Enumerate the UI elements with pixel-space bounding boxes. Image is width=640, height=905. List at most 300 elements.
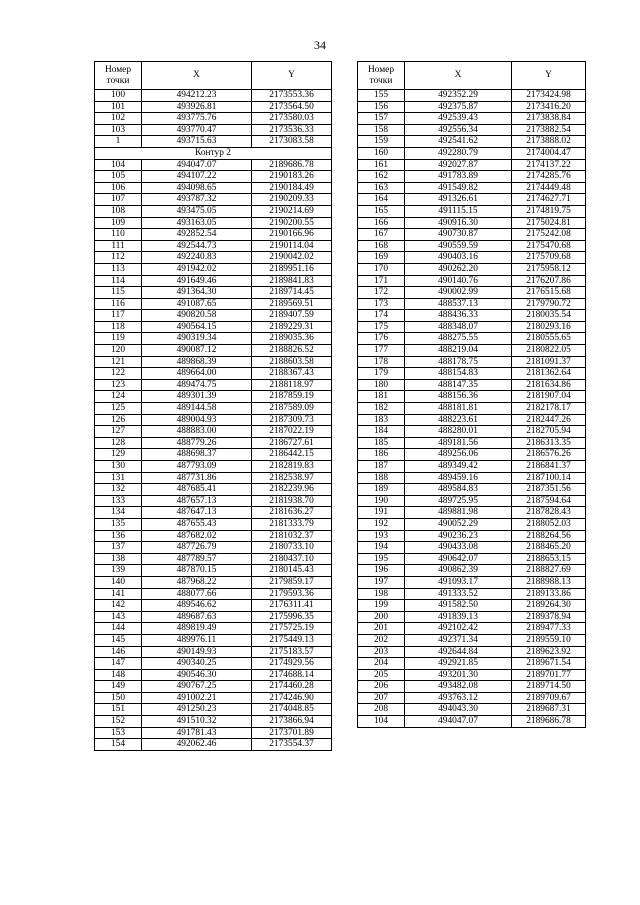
cell-y: 2189569.51 [252,298,332,310]
cell-y: 2179593.36 [252,588,332,600]
table-row [358,136,586,148]
table-row [95,205,332,217]
cell-x: 493475.05 [142,205,252,217]
cell-point-number: 133 [95,495,142,507]
table-row [358,356,586,368]
table-row [358,634,586,646]
cell-x: 487789.57 [142,553,252,565]
cell-x: 494043.30 [405,704,512,716]
cell-point-number: 119 [95,333,142,345]
cell-point-number: 102 [95,113,142,125]
table-row [95,518,332,530]
table-row [95,298,332,310]
table-row [95,658,332,670]
cell-x: 490820.58 [142,310,252,322]
cell-x: 491250.23 [142,704,252,716]
cell-y: 2174285.76 [512,171,586,183]
cell-x: 491510.32 [142,716,252,728]
cell-y: 2182447.26 [512,414,586,426]
cell-x: 490642.07 [405,553,512,565]
cell-point-number: 143 [95,611,142,623]
table-header-row [95,62,332,90]
cell-x: 489301.39 [142,391,252,403]
cell-x: 489725.95 [405,495,512,507]
cell-y: 2189229.31 [252,321,332,333]
table-row [358,414,586,426]
cell-x: 492102.42 [405,623,512,635]
cell-y: 2189714.45 [252,287,332,299]
cell-x: 490236.23 [405,530,512,542]
table-row [358,147,586,159]
cell-point-number: 171 [358,275,405,287]
cell-x: 488275.55 [405,333,512,345]
table-row [358,182,586,194]
cell-y: 2176311.41 [252,600,332,612]
table-row [358,171,586,183]
cell-point-number: 191 [358,507,405,519]
cell-point-number: 162 [358,171,405,183]
cell-point-number: 1 [95,136,142,148]
cell-x: 494107.22 [142,171,252,183]
table-row [358,542,586,554]
table-row [358,461,586,473]
cell-x: 493163.05 [142,217,252,229]
header-point-number: Номер точки [358,62,405,90]
cell-point-number: 198 [358,588,405,600]
cell-x: 488178.75 [405,356,512,368]
cell-point-number: 173 [358,298,405,310]
table-row [95,484,332,496]
cell-y: 2187589.09 [252,403,332,415]
cell-y: 2175996.35 [252,611,332,623]
table-row [358,252,586,264]
cell-x: 488181.81 [405,403,512,415]
cell-point-number: 196 [358,565,405,577]
table-row [358,403,586,415]
cell-y: 2175242.08 [512,229,586,241]
cell-point-number: 186 [358,449,405,461]
cell-y: 2173416.20 [512,101,586,113]
header-x: X [405,62,512,90]
cell-y: 2173536.33 [252,124,332,136]
cell-x: 491326.61 [405,194,512,206]
cell-point-number: 165 [358,205,405,217]
cell-y: 2189951.16 [252,263,332,275]
cell-point-number: 150 [95,692,142,704]
cell-x: 487731.86 [142,472,252,484]
cell-y: 2180733.10 [252,542,332,554]
cell-x: 488883.00 [142,426,252,438]
table-row [358,217,586,229]
cell-point-number: 187 [358,461,405,473]
table-row [358,576,586,588]
cell-point-number: 202 [358,634,405,646]
cell-x: 488698.37 [142,449,252,461]
cell-x: 489004.93 [142,414,252,426]
cell-y: 2190214.69 [252,205,332,217]
cell-point-number: 167 [358,229,405,241]
cell-y: 2175709.68 [512,252,586,264]
cell-y: 2179859.17 [252,576,332,588]
table-row [95,275,332,287]
cell-point-number: 135 [95,518,142,530]
cell-point-number: 121 [95,356,142,368]
cell-y: 2189378.94 [512,611,586,623]
table-row [358,113,586,125]
cell-x: 490002.99 [405,287,512,299]
cell-point-number: 117 [95,310,142,322]
cell-y: 2173554.37 [252,739,332,751]
cell-point-number: 106 [95,182,142,194]
table-row [95,90,332,102]
table-row [358,472,586,484]
cell-x: 487685.41 [142,484,252,496]
table-row [95,368,332,380]
table-row [358,124,586,136]
table-row [358,229,586,241]
cell-point-number: 183 [358,414,405,426]
table-row [358,518,586,530]
cell-x: 488436.33 [405,310,512,322]
table-row [95,356,332,368]
table-row [358,321,586,333]
cell-x: 492921.85 [405,658,512,670]
table-row [358,275,586,287]
cell-y: 2176515.68 [512,287,586,299]
cell-y: 2186841.37 [512,461,586,473]
cell-x: 492371.34 [405,634,512,646]
table-row [95,565,332,577]
cell-x: 490340.25 [142,658,252,670]
cell-x: 489819.49 [142,623,252,635]
cell-y: 2189559.10 [512,634,586,646]
cell-y: 2179790.72 [512,298,586,310]
cell-x: 490546.30 [142,669,252,681]
table-row [358,623,586,635]
table-row [358,426,586,438]
cell-y: 2173888.02 [512,136,586,148]
cell-point-number: 204 [358,658,405,670]
cell-x: 489584.83 [405,484,512,496]
cell-point-number: 159 [358,136,405,148]
table-row [358,704,586,716]
cell-x: 491781.43 [142,727,252,739]
cell-point-number: 137 [95,542,142,554]
table-row [95,171,332,183]
cell-y: 2186576.26 [512,449,586,461]
cell-point-number: 199 [358,600,405,612]
cell-y: 2181362.64 [512,368,586,380]
cell-point-number: 105 [95,171,142,183]
cell-y: 2174819.75 [512,205,586,217]
cell-x: 490087.12 [142,345,252,357]
cell-point-number: 177 [358,345,405,357]
cell-x: 489474.75 [142,379,252,391]
cell-x: 487682.02 [142,530,252,542]
table-row [95,623,332,635]
cell-x: 493201.30 [405,669,512,681]
cell-y: 2189477.33 [512,623,586,635]
cell-point-number: 124 [95,391,142,403]
table-row [358,716,586,728]
cell-point-number: 158 [358,124,405,136]
cell-point-number: 123 [95,379,142,391]
cell-y: 2180145.43 [252,565,332,577]
cell-y: 2182178.17 [512,403,586,415]
cell-y: 2173701.89 [252,727,332,739]
cell-x: 489687.63 [142,611,252,623]
table-row [358,90,586,102]
table-row [95,194,332,206]
cell-point-number: 146 [95,646,142,658]
table-row [95,472,332,484]
cell-x: 492027.87 [405,159,512,171]
cell-point-number: 172 [358,287,405,299]
table-row [358,368,586,380]
cell-y: 2173882.54 [512,124,586,136]
cell-x: 488280.01 [405,426,512,438]
table-row [358,530,586,542]
table-row [95,739,332,751]
table-header-row [358,62,586,90]
cell-x: 490319.34 [142,333,252,345]
table-row [95,576,332,588]
cell-x: 491549.82 [405,182,512,194]
cell-y: 2188827.69 [512,565,586,577]
table-row [358,600,586,612]
cell-x: 489546.62 [142,600,252,612]
cell-x: 494047.07 [405,716,512,728]
cell-point-number: 206 [358,681,405,693]
table-row [95,461,332,473]
table-row [358,159,586,171]
cell-x: 490767.25 [142,681,252,693]
cell-point-number: 178 [358,356,405,368]
cell-x: 489881.98 [405,507,512,519]
cell-point-number: 192 [358,518,405,530]
cell-x: 491115.15 [405,205,512,217]
cell-y: 2189035.36 [252,333,332,345]
cell-point-number: 130 [95,461,142,473]
cell-point-number: 181 [358,391,405,403]
cell-y: 2180822.05 [512,345,586,357]
table-row [95,542,332,554]
table-row [95,263,332,275]
cell-y: 2174460.28 [252,681,332,693]
cell-y: 2187100.14 [512,472,586,484]
table-row [95,634,332,646]
cell-x: 489664.00 [142,368,252,380]
cell-point-number: 151 [95,704,142,716]
cell-x: 491649.46 [142,275,252,287]
cell-point-number: 176 [358,333,405,345]
cell-point-number: 184 [358,426,405,438]
table-row [358,681,586,693]
cell-y: 2181634.86 [512,379,586,391]
cell-point-number: 205 [358,669,405,681]
cell-point-number: 156 [358,101,405,113]
cell-y: 2188826.52 [252,345,332,357]
table-row [358,310,586,322]
table-row [358,263,586,275]
cell-point-number: 169 [358,252,405,264]
table-row [358,646,586,658]
cell-x: 488223.61 [405,414,512,426]
cell-x: 493926.81 [142,101,252,113]
cell-y: 2181091.37 [512,356,586,368]
table-row [95,403,332,415]
table-row [358,240,586,252]
cell-point-number: 147 [95,658,142,670]
table-row [95,553,332,565]
cell-point-number: 125 [95,403,142,415]
cell-x: 490916.30 [405,217,512,229]
cell-point-number: 175 [358,321,405,333]
cell-x: 487647.13 [142,507,252,519]
cell-point-number: 208 [358,704,405,716]
cell-y: 2187859.19 [252,391,332,403]
cell-y: 2187594.64 [512,495,586,507]
table-row [95,124,332,136]
cell-x: 489256.06 [405,449,512,461]
cell-x: 490433.08 [405,542,512,554]
cell-x: 494098.65 [142,182,252,194]
table-row [95,449,332,461]
table-row [95,345,332,357]
cell-y: 2189841.83 [252,275,332,287]
cell-x: 487655.43 [142,518,252,530]
cell-y: 2187828.43 [512,507,586,519]
cell-point-number: 201 [358,623,405,635]
cell-y: 2189671.54 [512,658,586,670]
cell-point-number: 174 [358,310,405,322]
cell-point-number: 128 [95,437,142,449]
table-row [358,588,586,600]
table-row [95,136,332,148]
cell-x: 491783.89 [405,171,512,183]
cell-point-number: 161 [358,159,405,171]
table-row [358,391,586,403]
cell-x: 489144.58 [142,403,252,415]
cell-y: 2174449.48 [512,182,586,194]
cell-y: 2181907.04 [512,391,586,403]
cell-y: 2175449.13 [252,634,332,646]
cell-y: 2186313.35 [512,437,586,449]
table-row [95,426,332,438]
cell-x: 489181.56 [405,437,512,449]
cell-point-number: 112 [95,252,142,264]
table-row [358,333,586,345]
cell-x: 491087.65 [142,298,252,310]
cell-y: 2189701.77 [512,669,586,681]
cell-x: 491942.02 [142,263,252,275]
cell-point-number: 122 [95,368,142,380]
cell-point-number: 103 [95,124,142,136]
cell-x: 493715.63 [142,136,252,148]
cell-y: 2173083.58 [252,136,332,148]
cell-x: 488537.13 [405,298,512,310]
cell-point-number: 141 [95,588,142,600]
cell-y: 2173553.36 [252,90,332,102]
cell-x: 494047.07 [142,159,252,171]
cell-x: 488154.83 [405,368,512,380]
cell-y: 2182819.83 [252,461,332,473]
cell-x: 488077.66 [142,588,252,600]
cell-point-number: 131 [95,472,142,484]
cell-point-number: 118 [95,321,142,333]
cell-y: 2190166.96 [252,229,332,241]
cell-x: 488156.36 [405,391,512,403]
cell-x: 491839.13 [405,611,512,623]
cell-y: 2190183.26 [252,171,332,183]
cell-y: 2173838.84 [512,113,586,125]
table-row [358,611,586,623]
cell-point-number: 166 [358,217,405,229]
cell-x: 494212.23 [142,90,252,102]
cell-y: 2189686.78 [512,716,586,728]
cell-x: 493482.08 [405,681,512,693]
cell-point-number: 203 [358,646,405,658]
table-row [358,495,586,507]
cell-y: 2188653.15 [512,553,586,565]
cell-y: 2173564.50 [252,101,332,113]
cell-x: 491333.52 [405,588,512,600]
table-row [95,716,332,728]
cell-point-number: 170 [358,263,405,275]
cell-x: 487726.79 [142,542,252,554]
cell-x: 488219.04 [405,345,512,357]
cell-x: 492541.62 [405,136,512,148]
section-label: Контур 2 [95,147,332,159]
cell-x: 490559.59 [405,240,512,252]
cell-y: 2173580.03 [252,113,332,125]
cell-point-number: 132 [95,484,142,496]
cell-point-number: 145 [95,634,142,646]
cell-y: 2188465.20 [512,542,586,554]
cell-x: 491002.21 [142,692,252,704]
cell-y: 2182705.94 [512,426,586,438]
cell-y: 2189709.67 [512,692,586,704]
table-row [95,229,332,241]
table-row [95,101,332,113]
cell-x: 490262.20 [405,263,512,275]
cell-y: 2190209.33 [252,194,332,206]
cell-y: 2180293.16 [512,321,586,333]
cell-x: 493787.32 [142,194,252,206]
table-row [358,437,586,449]
cell-point-number: 197 [358,576,405,588]
cell-point-number: 126 [95,414,142,426]
cell-y: 2182538.97 [252,472,332,484]
cell-x: 489976.11 [142,634,252,646]
cell-point-number: 152 [95,716,142,728]
cell-point-number: 107 [95,194,142,206]
cell-x: 487657.13 [142,495,252,507]
cell-point-number: 140 [95,576,142,588]
cell-y: 2180035.54 [512,310,586,322]
header-x: X [142,62,252,90]
cell-y: 2175470.68 [512,240,586,252]
cell-y: 2190200.55 [252,217,332,229]
cell-x: 491364.30 [142,287,252,299]
cell-point-number: 100 [95,90,142,102]
cell-x: 490730.87 [405,229,512,241]
table-row [95,333,332,345]
table-row [358,298,586,310]
cell-point-number: 142 [95,600,142,612]
cell-x: 492375.87 [405,101,512,113]
cell-x: 492644.84 [405,646,512,658]
